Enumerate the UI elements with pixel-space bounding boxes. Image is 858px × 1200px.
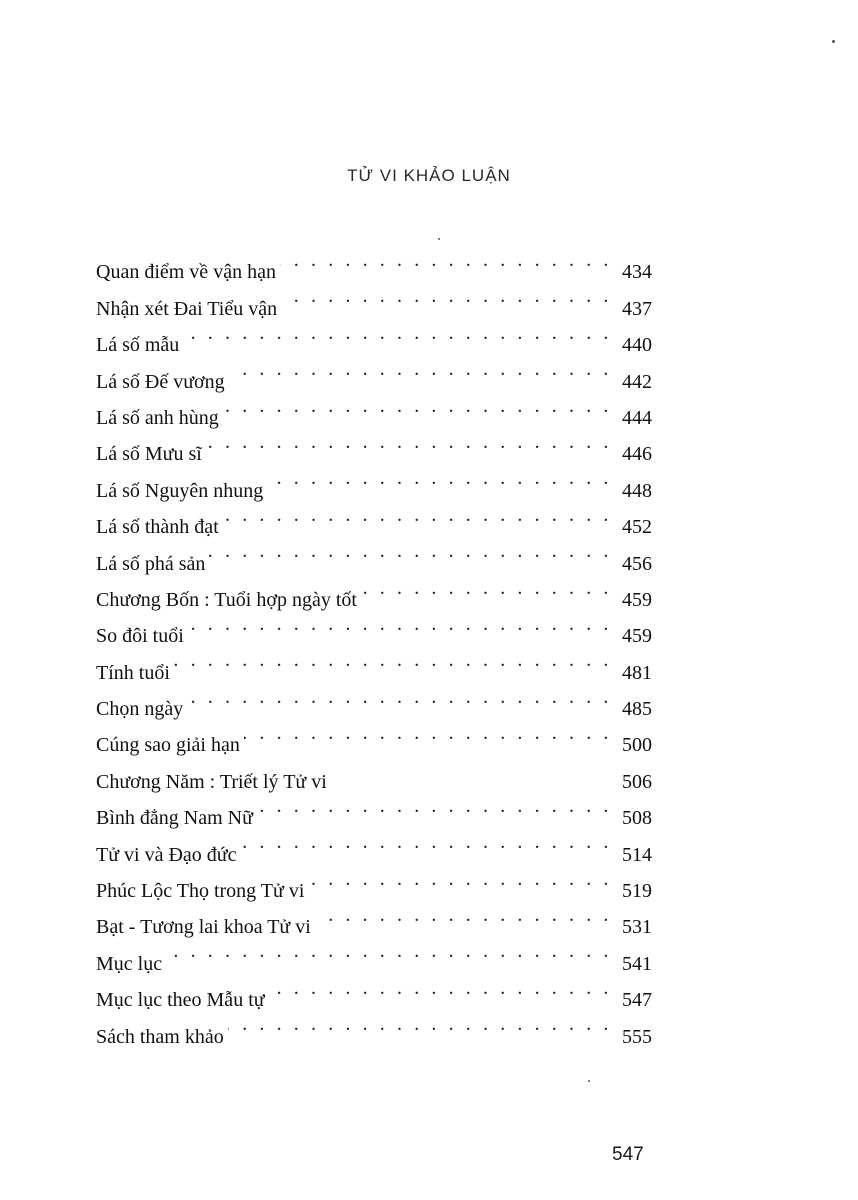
dot-leader: [269, 970, 612, 1006]
toc-entry-title: Lá số phá sản: [96, 552, 206, 575]
toc-entry-page: 531: [622, 916, 652, 939]
toc-entry-page: 440: [622, 334, 652, 357]
dot-leader: [174, 642, 612, 678]
dot-leader: [241, 824, 612, 860]
toc-entry-page: 459: [622, 588, 652, 611]
toc-entry-title: Bạt - Tương lai khoa Tử vi: [96, 916, 311, 939]
toc-entry-page: 444: [622, 406, 652, 429]
dot-leader: [166, 933, 612, 969]
toc-entry-page: 442: [622, 370, 652, 393]
scan-speck: [438, 238, 440, 240]
toc-entry-page: 459: [622, 625, 652, 648]
toc-entry-title: Chương Năm : Triết lý Tử vi: [96, 770, 327, 793]
blank-leader: [331, 751, 612, 787]
dot-leader: [361, 570, 612, 606]
toc-entry-title: Tử vi và Đạo đức: [96, 843, 237, 866]
scan-speck: [832, 40, 835, 43]
toc-entry-title: Quan điểm về vận hạn: [96, 261, 276, 284]
toc-entry-title: Sách tham khảo: [96, 1025, 224, 1048]
toc-entry-page: 434: [622, 261, 652, 284]
dot-leader: [308, 861, 612, 897]
table-of-contents: [96, 242, 652, 1048]
dot-leader: [244, 715, 612, 751]
toc-entry-page: 547: [622, 989, 652, 1012]
toc-entry-page: 555: [622, 1025, 652, 1048]
toc-entry-title: So đôi tuổi: [96, 625, 184, 648]
dot-leader: [281, 278, 612, 314]
dot-leader: [223, 497, 612, 533]
dot-leader: [257, 788, 612, 824]
toc-entry: [96, 242, 652, 284]
toc-entry-title: Lá số mẫu: [96, 334, 180, 357]
toc-entry-title: Lá số anh hùng: [96, 406, 219, 429]
toc-entry-page: 452: [622, 516, 652, 539]
scan-speck: [588, 1080, 590, 1082]
toc-entry-title: Chọn ngày: [96, 698, 184, 721]
toc-entry-title: Mục lục theo Mẫu tự: [96, 989, 265, 1012]
toc-entry-page: 485: [622, 698, 652, 721]
toc-entry-page: 448: [622, 479, 652, 502]
toc-entry: [96, 933, 652, 975]
dot-leader: [183, 315, 612, 351]
toc-entry-title: Mục lục: [96, 952, 163, 975]
dot-leader: [267, 460, 612, 496]
dot-leader: [209, 533, 612, 569]
toc-entry-title: Bình đẳng Nam Nữ: [96, 807, 253, 830]
toc-entry-page: 508: [622, 807, 652, 830]
dot-leader: [315, 897, 612, 933]
toc-entry-page: 446: [622, 443, 652, 466]
dot-leader: [188, 606, 612, 642]
toc-entry-page: 541: [622, 952, 652, 975]
toc-entry: [96, 970, 652, 1012]
toc-entry: [96, 642, 652, 684]
toc-entry-title: Tính tuổi: [96, 661, 170, 684]
running-header: TỬ VI KHẢO LUẬN: [347, 166, 511, 185]
toc-entry-page: 514: [622, 843, 652, 866]
toc-entry-page: 437: [622, 297, 652, 320]
toc-entry-title: Nhận xét Đai Tiểu vận: [96, 297, 278, 320]
toc-entry: [96, 679, 652, 721]
toc-entry-page: 506: [622, 770, 652, 793]
toc-entry-title: Lá số Đế vương: [96, 370, 225, 393]
toc-entry-title: Cúng sao giải hạn: [96, 734, 240, 757]
toc-entry-title: Chương Bốn : Tuổi hợp ngày tốt: [96, 588, 357, 611]
toc-entry-title: Phúc Lộc Thọ trong Tử vi: [96, 880, 305, 903]
dot-leader: [187, 679, 612, 715]
dot-leader: [229, 351, 612, 387]
toc-entry-page: 500: [622, 734, 652, 757]
toc-entry-title: Lá số Mưu sĩ: [96, 443, 202, 466]
page-number: 547: [612, 1144, 644, 1165]
dot-leader: [280, 242, 612, 278]
dot-leader: [228, 1006, 612, 1042]
toc-entry-title: Lá số Nguyên nhung: [96, 479, 264, 502]
toc-entry-page: 456: [622, 552, 652, 575]
toc-entry-page: 481: [622, 661, 652, 684]
dot-leader: [206, 424, 612, 460]
toc-entry-title: Lá số thành đạt: [96, 516, 219, 539]
dot-leader: [223, 388, 612, 424]
toc-entry-page: 519: [622, 880, 652, 903]
